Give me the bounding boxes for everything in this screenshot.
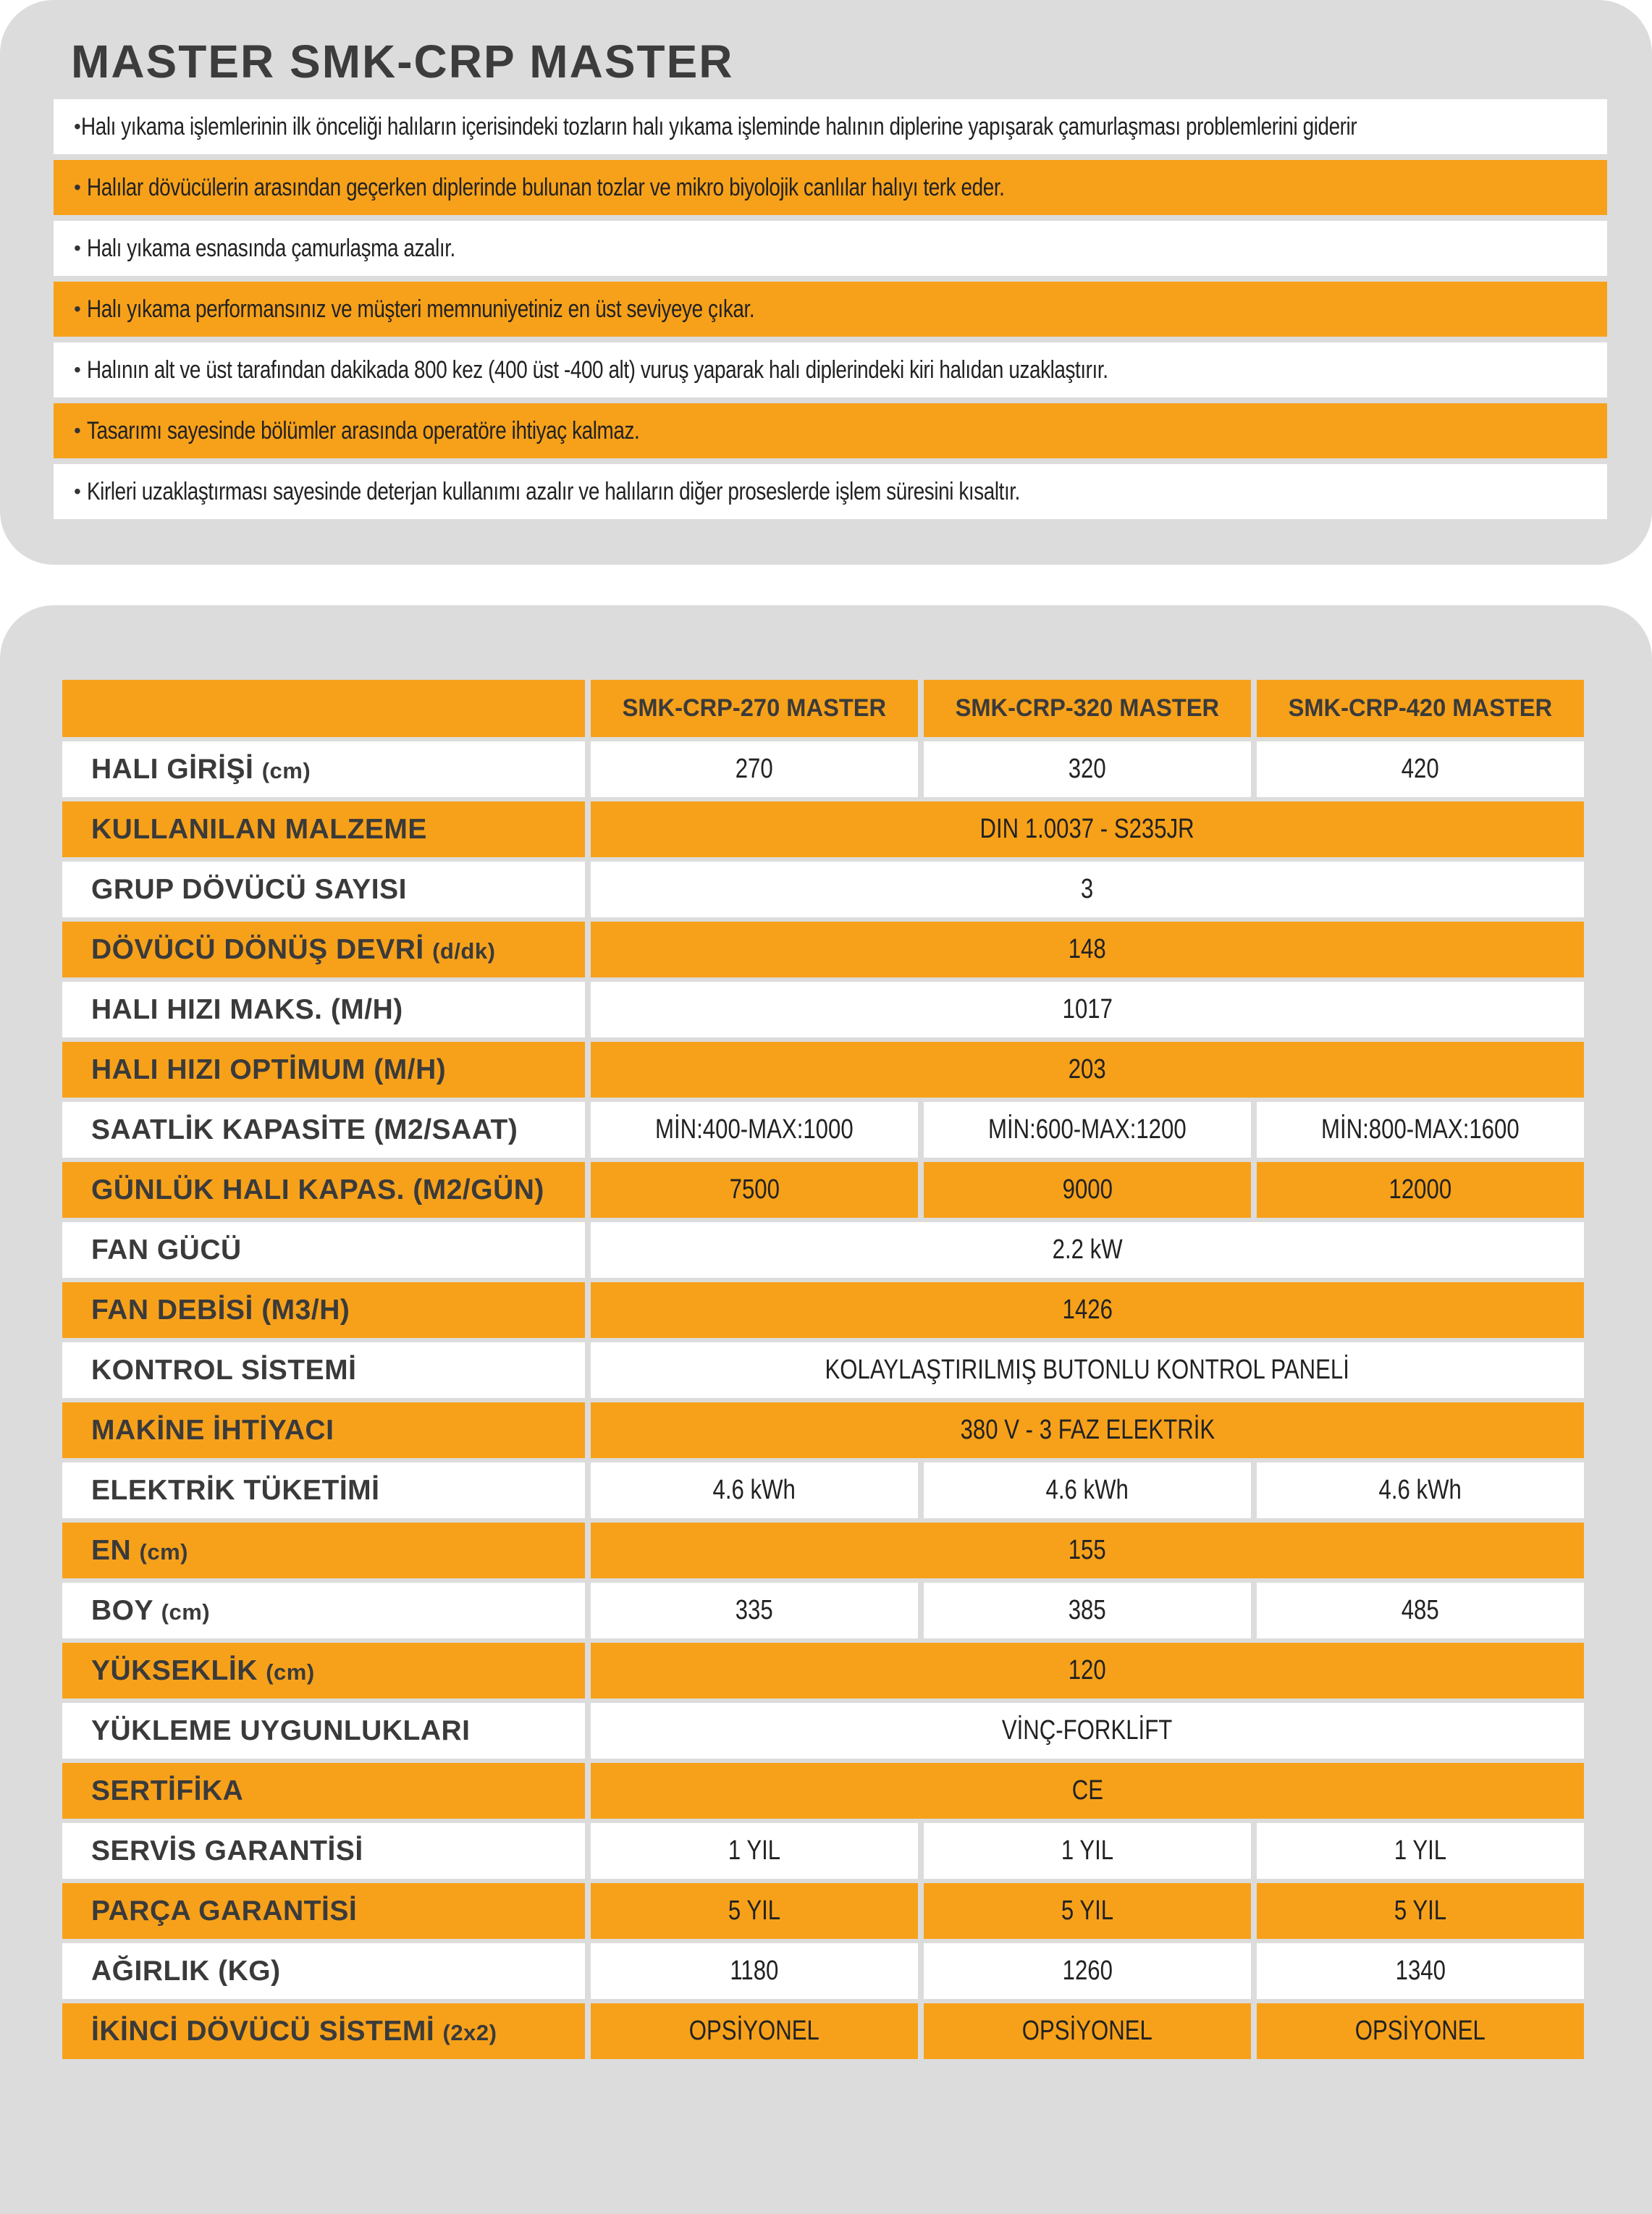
- row-label-text: ELEKTRİK TÜKETİMİ: [91, 1474, 380, 1506]
- table-cell: [924, 1162, 1251, 1218]
- cell-value: 4.6 kWh: [1045, 1475, 1129, 1505]
- row-label: [62, 2003, 585, 2059]
- table-row: [62, 1222, 1584, 1278]
- table-cell: [591, 2003, 918, 2059]
- page-title: MASTER SMK-CRP MASTER: [71, 35, 734, 88]
- table-row: [62, 1042, 1584, 1098]
- merged-cell: [591, 1643, 1584, 1699]
- table-row: [62, 862, 1584, 917]
- row-label: [62, 1402, 585, 1458]
- table-row: [62, 1943, 1584, 1999]
- cell-value: OPSİYONEL: [1354, 2016, 1486, 2046]
- model-header-label: SMK-CRP-320 MASTER: [955, 694, 1220, 722]
- merged-cell: [591, 1703, 1584, 1759]
- table-cell: [1257, 1102, 1584, 1158]
- cell-value: 1 YIL: [728, 1835, 781, 1866]
- table-cell: [924, 1583, 1251, 1638]
- row-label-text: HALI HIZI OPTİMUM (M/H): [91, 1053, 447, 1085]
- feature-text: Halının alt ve üst tarafından dakikada 800 kez (400 üst -400 alt) vuruş yaparak halı diplerindeki kiri halıdan uzaklaştırır.: [87, 355, 1108, 384]
- table-cell: [924, 2003, 1251, 2059]
- model-header: [924, 680, 1251, 737]
- feature-text: Kirleri uzaklaştırması sayesinde deterjan kullanımı azalır ve halıların diğer proseslerde işlem süresini kısaltır.: [87, 477, 1020, 505]
- cell-value: 5 YIL: [1061, 1895, 1114, 1926]
- cell-value: VİNÇ-FORKLİFT: [1002, 1715, 1173, 1746]
- spec-table: [56, 675, 1590, 2063]
- row-label-text: GÜNLÜK HALI KAPAS. (M2/GÜN): [91, 1174, 544, 1205]
- feature-text: Halı yıkama işlemlerinin ilk önceliği halıların içerisindeki tozların halı yıkama işleminde halının diplerine yapışarak çamurlaşması problemlerini giderir: [80, 112, 1357, 140]
- bullet-icon: •: [74, 298, 81, 320]
- cell-value: 4.6 kWh: [712, 1475, 796, 1505]
- row-label-text: KONTROL SİSTEMİ: [91, 1354, 357, 1386]
- merged-cell: [591, 1523, 1584, 1578]
- row-label: [62, 1523, 585, 1578]
- cell-value: 9000: [1062, 1174, 1113, 1205]
- feature-item: [54, 342, 1607, 397]
- table-row: [62, 1342, 1584, 1398]
- row-label-text: DÖVÜCÜ DÖNÜŞ DEVRİ: [91, 933, 424, 965]
- feature-text: Halı yıkama performansınız ve müşteri memnuniyetiniz en üst seviyeye çıkar.: [87, 295, 755, 323]
- cell-value: 5 YIL: [1394, 1895, 1447, 1926]
- bullet-icon: •: [74, 419, 81, 442]
- row-label: [62, 1703, 585, 1759]
- row-label: [62, 741, 585, 797]
- feature-text: Halılar dövücülerin arasından geçerken diplerinde bulunan tozlar ve mikro biyolojik canlılar halıyı terk eder.: [87, 173, 1005, 201]
- cell-value: 1340: [1395, 1956, 1446, 1986]
- model-header-label: SMK-CRP-420 MASTER: [1288, 694, 1553, 722]
- row-label-text: BOY: [91, 1594, 153, 1626]
- row-label: [62, 1943, 585, 1999]
- cell-value: KOLAYLAŞTIRILMIŞ BUTONLU KONTROL PANELİ: [825, 1355, 1350, 1385]
- cell-value: 420: [1402, 754, 1439, 784]
- table-row: [62, 2003, 1584, 2059]
- table-cell: [1257, 1823, 1584, 1879]
- table-row: [62, 1402, 1584, 1458]
- merged-cell: [591, 982, 1584, 1037]
- row-unit: (cm): [161, 1599, 211, 1625]
- feature-list: [54, 99, 1607, 525]
- feature-item: [54, 221, 1607, 276]
- table-row: [62, 1703, 1584, 1759]
- row-label: [62, 1162, 585, 1218]
- cell-value: CE: [1071, 1775, 1103, 1806]
- table-cell: [591, 1583, 918, 1638]
- cell-value: 12000: [1388, 1174, 1452, 1205]
- cell-value: 1426: [1062, 1295, 1113, 1325]
- cell-value: 320: [1069, 754, 1106, 784]
- row-label-text: GRUP DÖVÜCÜ SAYISI: [91, 873, 407, 905]
- bullet-icon: •: [74, 237, 81, 259]
- row-label-text: HALI HIZI MAKS. (M/H): [91, 993, 403, 1025]
- row-label-text: EN: [91, 1534, 132, 1566]
- cell-value: MİN:400-MAX:1000: [655, 1114, 854, 1145]
- row-label-text: MAKİNE İHTİYACI: [91, 1414, 334, 1446]
- row-label: [62, 1763, 585, 1819]
- row-label-text: SAATLİK KAPASİTE (M2/SAAT): [91, 1114, 518, 1145]
- table-row: [62, 1883, 1584, 1939]
- row-label-text: YÜKLEME UYGUNLUKLARI: [91, 1714, 471, 1746]
- row-label-text: FAN GÜCÜ: [91, 1234, 242, 1266]
- cell-value: 1 YIL: [1061, 1835, 1114, 1866]
- row-label-text: SERVİS GARANTİSİ: [91, 1835, 363, 1866]
- table-row: [62, 1823, 1584, 1879]
- bullet-icon: •: [74, 115, 81, 138]
- bullet-icon: •: [74, 358, 81, 381]
- row-label: [62, 1583, 585, 1638]
- merged-cell: [591, 801, 1584, 857]
- row-label: [62, 922, 585, 977]
- row-label: [62, 1462, 585, 1518]
- table-cell: [924, 1883, 1251, 1939]
- row-label: [62, 1883, 585, 1939]
- table-cell: [1257, 1943, 1584, 1999]
- table-row: [62, 741, 1584, 797]
- merged-cell: [591, 1342, 1584, 1398]
- table-row: [62, 1102, 1584, 1158]
- row-label: [62, 1342, 585, 1398]
- cell-value: 2.2 kW: [1052, 1234, 1123, 1265]
- cell-value: 7500: [729, 1174, 780, 1205]
- table-cell: [924, 1823, 1251, 1879]
- table-cell: [591, 1462, 918, 1518]
- row-label: [62, 1042, 585, 1098]
- cell-value: 155: [1069, 1535, 1106, 1565]
- row-label: [62, 1823, 585, 1879]
- row-unit: (cm): [261, 757, 311, 783]
- row-unit: (cm): [139, 1539, 188, 1565]
- feature-text: Tasarımı sayesinde bölümler arasında operatöre ihtiyaç kalmaz.: [87, 416, 640, 445]
- feature-item: [54, 403, 1607, 458]
- row-label-text: PARÇA GARANTİSİ: [91, 1895, 358, 1927]
- table-row: [62, 1462, 1584, 1518]
- table-row: [62, 801, 1584, 857]
- merged-cell: [591, 1763, 1584, 1819]
- header-corner: [62, 680, 585, 737]
- row-label-text: HALI GİRİŞİ: [91, 753, 254, 785]
- merged-cell: [591, 1282, 1584, 1338]
- feature-item: [54, 464, 1607, 519]
- table-cell: [591, 741, 918, 797]
- table-cell: [591, 1943, 918, 1999]
- merged-cell: [591, 922, 1584, 977]
- feature-text: Halı yıkama esnasında çamurlaşma azalır.: [87, 234, 455, 262]
- row-label-text: YÜKSEKLİK: [91, 1654, 258, 1686]
- cell-value: 1180: [730, 1956, 779, 1986]
- table-row: [62, 982, 1584, 1037]
- merged-cell: [591, 1042, 1584, 1098]
- table-cell: [591, 1102, 918, 1158]
- table-row: [62, 922, 1584, 977]
- cell-value: 148: [1069, 934, 1106, 964]
- row-label-text: FAN DEBİSİ (M3/H): [91, 1294, 350, 1326]
- cell-value: 203: [1069, 1054, 1106, 1085]
- cell-value: MİN:800-MAX:1600: [1321, 1114, 1520, 1145]
- feature-item: [54, 282, 1607, 337]
- table-header-row: [62, 680, 1584, 737]
- cell-value: 3: [1081, 874, 1094, 904]
- table-cell: [1257, 1462, 1584, 1518]
- table-cell: [924, 1462, 1251, 1518]
- row-label-text: AĞIRLIK (KG): [91, 1955, 281, 1987]
- merged-cell: [591, 1402, 1584, 1458]
- row-label: [62, 1222, 585, 1278]
- cell-value: 120: [1069, 1655, 1106, 1685]
- model-header: [591, 680, 918, 737]
- table-row: [62, 1583, 1584, 1638]
- row-label-text: İKİNCİ DÖVÜCÜ SİSTEMİ: [91, 2015, 435, 2047]
- cell-value: 485: [1402, 1595, 1439, 1625]
- row-unit: (d/dk): [432, 938, 496, 964]
- table-row: [62, 1643, 1584, 1699]
- row-unit: (cm): [266, 1659, 315, 1685]
- row-label: [62, 982, 585, 1037]
- cell-value: MİN:600-MAX:1200: [988, 1114, 1187, 1145]
- table-cell: [591, 1823, 918, 1879]
- cell-value: OPSİYONEL: [688, 2016, 820, 2046]
- table-cell: [1257, 1583, 1584, 1638]
- model-header-label: SMK-CRP-270 MASTER: [622, 694, 887, 722]
- cell-value: 1260: [1062, 1956, 1113, 1986]
- feature-item: [54, 99, 1607, 154]
- row-label-text: KULLANILAN MALZEME: [91, 813, 427, 845]
- cell-value: 380 V - 3 FAZ ELEKTRİK: [960, 1415, 1215, 1445]
- merged-cell: [591, 862, 1584, 917]
- table-cell: [591, 1883, 918, 1939]
- row-unit: (2x2): [442, 2019, 497, 2045]
- bullet-icon: •: [74, 480, 81, 502]
- cell-value: 385: [1069, 1595, 1106, 1625]
- row-label: [62, 862, 585, 917]
- table-cell: [924, 741, 1251, 797]
- model-header: [1257, 680, 1584, 737]
- table-cell: [924, 1102, 1251, 1158]
- table-row: [62, 1523, 1584, 1578]
- cell-value: 270: [736, 754, 773, 784]
- table-cell: [924, 1943, 1251, 1999]
- bullet-icon: •: [74, 176, 81, 198]
- cell-value: 4.6 kWh: [1378, 1475, 1462, 1505]
- cell-value: 1017: [1062, 994, 1113, 1024]
- cell-value: DIN 1.0037 - S235JR: [979, 814, 1195, 844]
- table-cell: [591, 1162, 918, 1218]
- table-cell: [1257, 741, 1584, 797]
- table-row: [62, 1763, 1584, 1819]
- row-label: [62, 1282, 585, 1338]
- cell-value: 5 YIL: [728, 1895, 781, 1926]
- merged-cell: [591, 1222, 1584, 1278]
- cell-value: 1 YIL: [1394, 1835, 1447, 1866]
- row-label: [62, 1643, 585, 1699]
- table-cell: [1257, 1883, 1584, 1939]
- table-row: [62, 1282, 1584, 1338]
- table-cell: [1257, 1162, 1584, 1218]
- row-label: [62, 801, 585, 857]
- row-label-text: SERTİFİKA: [91, 1775, 244, 1806]
- table-cell: [1257, 2003, 1584, 2059]
- cell-value: OPSİYONEL: [1021, 2016, 1153, 2046]
- feature-item: [54, 160, 1607, 215]
- table-row: [62, 1162, 1584, 1218]
- row-label: [62, 1102, 585, 1158]
- cell-value: 335: [736, 1595, 773, 1625]
